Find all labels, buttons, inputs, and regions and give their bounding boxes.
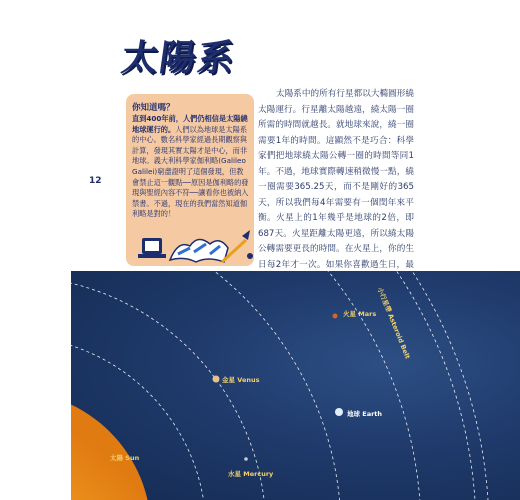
earth-label: 地球 Earth (347, 410, 383, 418)
main-paragraph: 太陽系中的所有行星都以大橢圓形繞太陽運行。行星離太陽越遠，繞太陽一圈所需的時間就越長。就地球來說，繞一圈需要1年的時間。這顯然不是巧合：科學家們把地球繞太陽公轉一圈的時間等同1年。不過，地球實際轉速稍微慢一點，繞一圈需要365.25天，而不是剛好的365天，所以我們每4年需要有一個閏年來平衡。火星上的1年幾乎是地球的2倍，即687天。火星距離太陽更遠，所以繞太陽公轉需要更長的時間。在火星上，你的生日每2年才一次。如果你喜歡過生日，最 (258, 89, 414, 270)
sun-body (71, 391, 151, 500)
book-and-writing-decoration (138, 226, 254, 270)
solar-system-svg (71, 271, 520, 500)
did-you-know-body (132, 114, 250, 220)
mars-planet (333, 314, 338, 319)
did-you-know-lead: 直到400年前，人們仍相信是太陽繞地球運行的。 (132, 114, 248, 134)
sun-label: 太陽 Sun (110, 454, 140, 462)
earth-planet (335, 408, 343, 416)
solar-system-illustration (71, 271, 520, 500)
page-title: 太陽系 (118, 38, 239, 79)
mercury-label: 水星 Mercury (228, 470, 274, 478)
asteroid-belt-label: 小行星帶 Asteroid Belt (375, 286, 412, 361)
did-you-know-text: 人們以為地球是太陽系的中心。數名科學家經過長期觀察與計算，發現其實太陽才是中心，而非地球。義大利科學家伽利略(Galileo Galilei)窮盡證明了這個發現，但教會禁止這一觀點──原因是伽利略的發現與聖經內容不符──讓看你也被納入禁書。不過，現在的我們當然知道伽利略是對的！ (132, 124, 249, 219)
venus-label: 金星 Venus (222, 376, 260, 384)
did-you-know-heading: 你知道嗎？ (132, 103, 175, 113)
venus-planet (213, 376, 220, 383)
mars-label: 火星 Mars (343, 310, 377, 318)
page-number: 12 (89, 176, 102, 186)
mercury-planet (244, 457, 248, 461)
